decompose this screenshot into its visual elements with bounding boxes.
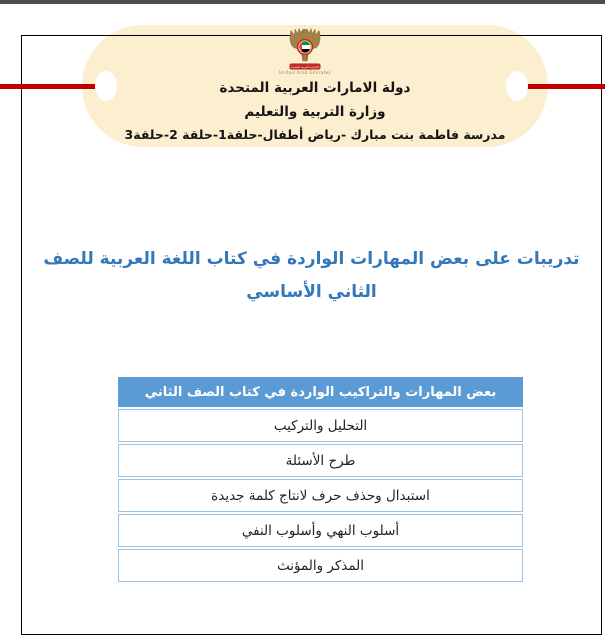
table-header-cell: بعض المهارات والتراكيب الواردة في كتاب الصف الثاني (118, 377, 523, 407)
emblem-caption: United Arab Emirates (278, 71, 332, 76)
table-row: أسلوب النهي وأسلوب النفي (118, 514, 523, 547)
top-bar (0, 0, 605, 4)
ministry-name: وزارة التربية والتعليم (244, 104, 386, 120)
uae-coat-of-arms-icon (285, 27, 325, 71)
emblem-banner-text: الامارات العربية المتحدة (291, 64, 319, 69)
table-row: استبدال وحذف حرف لانتاج كلمة جديدة (118, 479, 523, 512)
document-title: تدريبات على بعض المهارات الواردة في كتاب اللغة العربية للصف الثاني الأساسي (43, 249, 580, 302)
page-border (21, 35, 602, 635)
table-row: التحليل والتركيب (118, 409, 523, 442)
table-row: طرح الأسئلة (118, 444, 523, 477)
table-row: المذكر والمؤنث (118, 549, 523, 582)
country-name: دولة الامارات العربية المتحدة (219, 80, 411, 96)
school-name: مدرسة فاطمة بنت مبارك -رياض أطفال-حلقة1-حلقة 2-حلقة3 (124, 127, 506, 142)
